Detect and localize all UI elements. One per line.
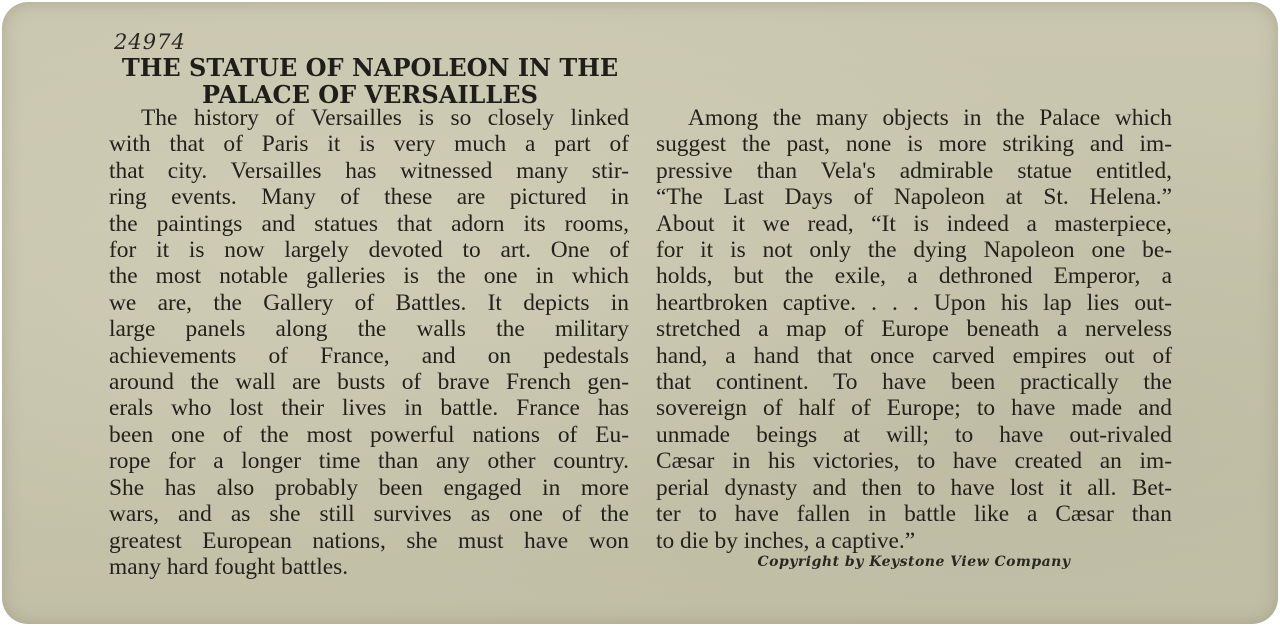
text-line: ring events. Many of these are pictured in bbox=[109, 184, 629, 211]
text-line: that city. Versailles has witnessed many stir- bbox=[109, 157, 629, 184]
text-line: Among the many objects in the Palace which bbox=[688, 105, 1172, 131]
text-line: pressive than Vela's admirable statue entitled, bbox=[656, 157, 1172, 184]
text-line: we are, the Gallery of Battles. It depicts in bbox=[109, 289, 629, 316]
text-line: been one of the most powerful nations of Eu- bbox=[109, 421, 629, 448]
text-line: The history of Versailles is so closely linked bbox=[141, 105, 629, 131]
copyright-notice: Copyright by Keystone View Company bbox=[757, 554, 1071, 570]
text-line: hand, a hand that once carved empires out of bbox=[656, 342, 1172, 369]
text-line: stretched a map of Europe beneath a nerveless bbox=[656, 316, 1172, 343]
right-text-column bbox=[656, 105, 1172, 554]
text-line: that continent. To have been practically the bbox=[656, 369, 1172, 396]
text-line: Cæsar in his victories, to have created an im- bbox=[656, 448, 1172, 475]
text-line: About it we read, “It is indeed a masterpiece, bbox=[656, 210, 1172, 237]
text-line: greatest European nations, she must have won bbox=[109, 527, 629, 554]
text-line: rope for a longer time than any other country. bbox=[109, 448, 629, 475]
text-line: with that of Paris it is very much a part of bbox=[109, 131, 629, 158]
text-line: ter to have fallen in battle like a Cæsar than bbox=[656, 501, 1172, 528]
text-line: the paintings and statues that adorn its rooms, bbox=[109, 210, 629, 237]
stereoview-card-back bbox=[2, 2, 1278, 624]
text-line: holds, but the exile, a dethroned Emperor, a bbox=[656, 263, 1172, 290]
text-line: wars, and as she still survives as one of the bbox=[109, 501, 629, 528]
text-line: perial dynasty and then to have lost it all. Bet- bbox=[656, 474, 1172, 501]
left-text-column bbox=[109, 105, 629, 580]
text-line: She has also probably been engaged in more bbox=[109, 474, 629, 501]
text-line: sovereign of half of Europe; to have made and bbox=[656, 395, 1172, 422]
text-line: unmade beings at will; to have out-rivaled bbox=[656, 421, 1172, 448]
serial-number: 24974 bbox=[114, 30, 186, 54]
card-title-line-1: THE STATUE OF NAPOLEON IN THE bbox=[121, 53, 619, 82]
text-line: for it is not only the dying Napoleon one be- bbox=[656, 237, 1172, 264]
text-line: many hard fought battles. bbox=[109, 553, 349, 580]
text-line: erals who lost their lives in battle. France has bbox=[109, 395, 629, 422]
text-line: achievements of France, and on pedestals bbox=[109, 342, 629, 369]
text-line: heartbroken captive. . . . Upon his lap lies out- bbox=[656, 289, 1172, 316]
text-line: suggest the past, none is more striking and im- bbox=[656, 131, 1172, 158]
text-line: to die by inches, a captive.” bbox=[656, 527, 916, 554]
card-title-line-2: PALACE OF VERSAILLES bbox=[202, 80, 538, 109]
text-line: around the wall are busts of brave French gen- bbox=[109, 369, 629, 396]
text-line: “The Last Days of Napoleon at St. Helena.” bbox=[656, 184, 1172, 211]
text-line: for it is now largely devoted to art. One of bbox=[109, 237, 629, 264]
text-line: large panels along the walls the military bbox=[109, 316, 629, 343]
card-title bbox=[108, 54, 632, 108]
text-line: the most notable galleries is the one in which bbox=[109, 263, 629, 290]
